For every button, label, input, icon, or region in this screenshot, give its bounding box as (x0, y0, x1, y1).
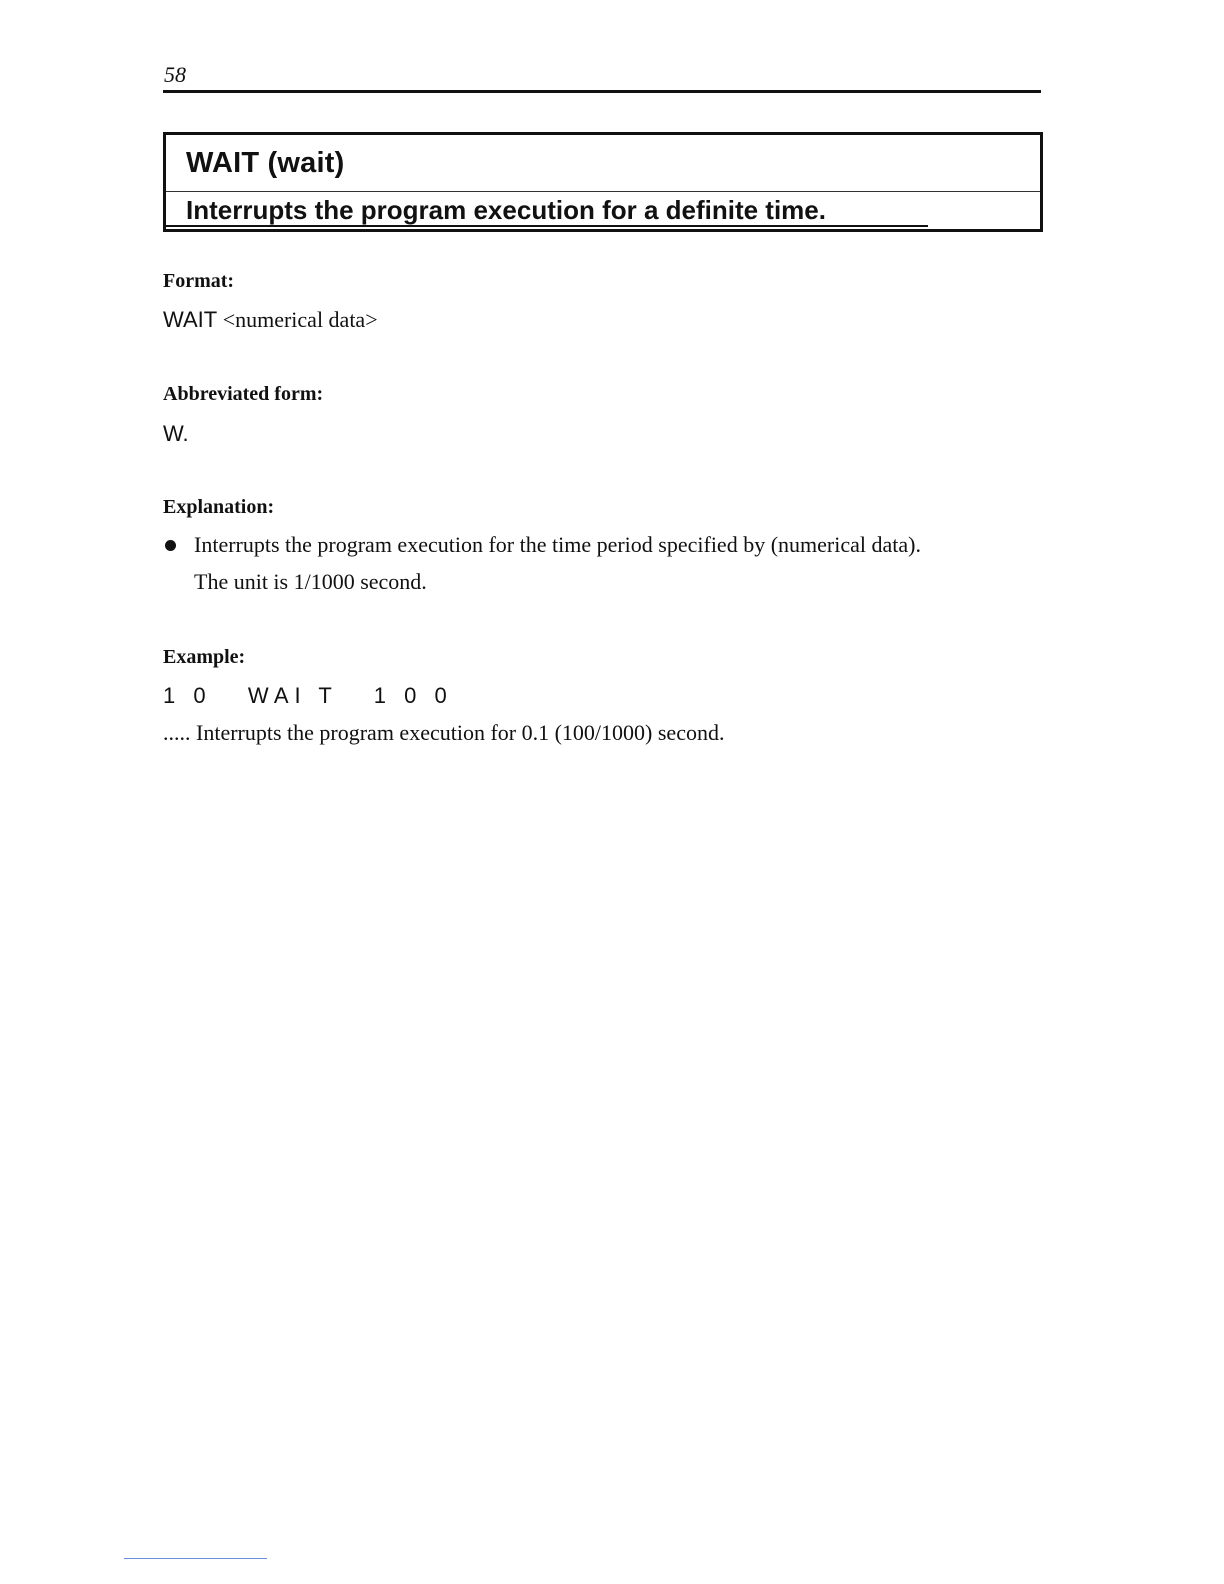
explanation-line-1: Interrupts the program execution for the time period specified by (numerical data). (194, 532, 921, 557)
title-divider (166, 191, 1040, 192)
example-note: ..... Interrupts the program execution for 0.1 (100/1000) second. (163, 720, 725, 745)
header-rule (163, 90, 1041, 93)
format-syntax (163, 307, 378, 333)
page-number: 58 (164, 62, 186, 87)
format-heading: Format: (163, 270, 235, 292)
explanation-line-2: The unit is 1/1000 second. (194, 569, 427, 594)
format-argument: <numerical data> (222, 307, 378, 332)
format-keyword: WAIT (163, 307, 218, 332)
bottom-link-line (124, 1558, 267, 1559)
bullet-icon (165, 540, 176, 551)
command-title-box (163, 132, 1043, 232)
command-subtitle: Interrupts the program execution for a definite time. (186, 195, 826, 225)
example-code: 1 0 WAI T 1 0 0 (163, 683, 453, 708)
subtitle-underline (166, 225, 928, 227)
example-heading: Example: (163, 646, 246, 668)
abbreviated-value: W. (163, 421, 189, 446)
abbreviated-heading: Abbreviated form: (163, 383, 324, 405)
command-title: WAIT (wait) (186, 147, 345, 179)
explanation-heading: Explanation: (163, 496, 275, 518)
